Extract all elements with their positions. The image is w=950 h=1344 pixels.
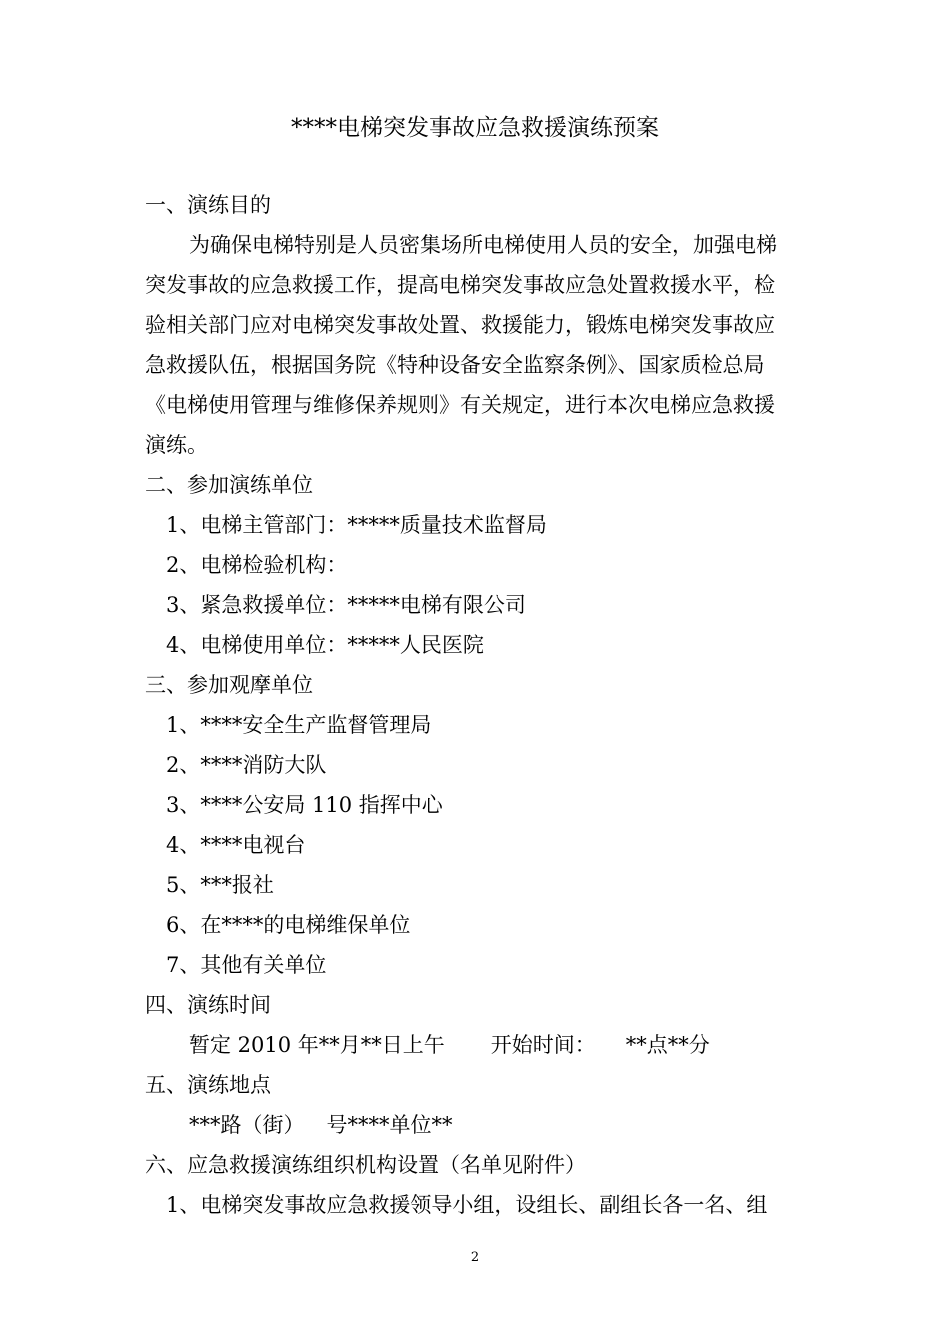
- section-heading-time: 四、演练时间: [145, 993, 271, 1017]
- list-item: 4、****电视台: [166, 833, 306, 857]
- drill-time-line: [145, 1025, 810, 1065]
- list-item: 4、电梯使用单位：*****人民医院: [166, 633, 484, 657]
- location-unit: 号****单位**: [326, 1113, 453, 1137]
- document-body: [145, 185, 810, 1225]
- paragraph-line: 突发事故的应急救援工作，提高电梯突发事故应急处置救援水平，检: [145, 273, 775, 297]
- list-item: 6、在****的电梯维保单位: [166, 913, 411, 937]
- list-item: 1、****安全生产监督管理局: [166, 713, 432, 737]
- paragraph-line: 验相关部门应对电梯突发事故处置、救援能力，锻炼电梯突发事故应: [145, 313, 775, 337]
- list-item: 3、****公安局 110 指挥中心: [166, 793, 443, 817]
- page-number: 2: [470, 1250, 480, 1265]
- document-title: ****电梯突发事故应急救援演练预案: [291, 115, 659, 141]
- section-heading-location: 五、演练地点: [145, 1073, 271, 1097]
- list-item: 1、电梯主管部门：*****质量技术监督局: [166, 513, 547, 537]
- list-item: 3、紧急救援单位：*****电梯有限公司: [166, 593, 526, 617]
- start-time-value: **点**分: [625, 1033, 710, 1057]
- paragraph-line: 为确保电梯特别是人员密集场所电梯使用人员的安全，加强电梯: [189, 233, 777, 257]
- paragraph-line: 《电梯使用管理与维修保养规则》有关规定，进行本次电梯应急救援: [145, 393, 775, 417]
- paragraph-line: 急救援队伍，根据国务院《特种设备安全监察条例》、国家质检总局: [145, 353, 765, 377]
- location-street: ***路（街）: [189, 1113, 305, 1137]
- list-item: 7、其他有关单位: [166, 953, 327, 977]
- section-heading-observers: 三、参加观摩单位: [145, 673, 313, 697]
- section-heading-organization: 六、应急救援演练组织机构设置（名单见附件）: [145, 1153, 586, 1177]
- list-item: 1、电梯突发事故应急救援领导小组，设组长、副组长各一名、组: [166, 1193, 768, 1217]
- drill-date: 暂定 2010 年**月**日上午: [189, 1033, 445, 1057]
- list-item: 5、***报社: [166, 873, 274, 897]
- paragraph-line: 演练。: [145, 433, 208, 457]
- section-heading-purpose: 一、演练目的: [145, 193, 271, 217]
- start-time-label: 开始时间：: [490, 1033, 596, 1057]
- section-heading-participants: 二、参加演练单位: [145, 473, 313, 497]
- list-item: 2、电梯检验机构：: [166, 553, 348, 577]
- list-item: 2、****消防大队: [166, 753, 327, 777]
- drill-location-line: [145, 1105, 810, 1145]
